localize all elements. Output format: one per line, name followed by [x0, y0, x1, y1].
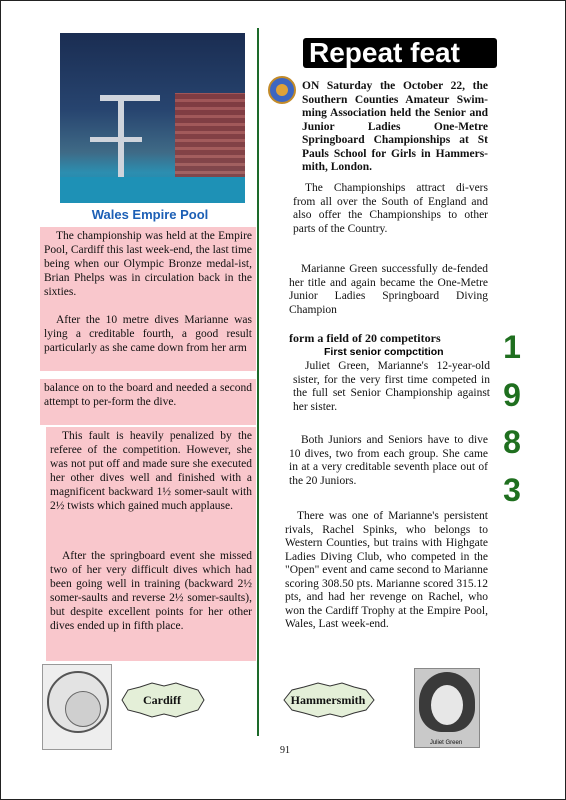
article-paragraph-4-text: Both Juniors and Seniors have to dive 10 dives, two from each group. She came in at a very creditable seventh place out of the 20 Juniors.: [289, 434, 488, 487]
left-paragraph-3: [40, 379, 256, 425]
left-paragraph-1: [40, 227, 256, 311]
overlay-caption: First senior compctition: [324, 346, 444, 358]
hammersmith-label: [280, 681, 376, 719]
cardiff-label: [114, 681, 210, 719]
article-paragraph-5: [285, 510, 488, 632]
photo-water: [60, 177, 245, 203]
article-paragraph-3: [293, 360, 490, 414]
left-paragraph-5-text: After the springboard event she missed two of her very difficult dives which had been going well in training (backward 2½ somer-saults and reverse 2½ somer-saults), but despite excellent points for her other dives ended up in fifth place.: [50, 550, 252, 632]
article-paragraph-2: [289, 263, 488, 317]
article-paragraph-5-text: There was one of Marianne's persistent rivals, Rachel Spinks, who belongs to Western Counties, but trains with Highgate Ladies Diving Club, who competed in the "Open" event and came second to Marianne scoring 308.50 pts. Marianne scored 315.12 pts, and had her revenge on Rachel, who won the Cardiff Trophy at the Empire Pool, Wales, Last week-end.: [285, 510, 488, 630]
article-title: Repeat feat: [303, 38, 497, 68]
photo-caption: Wales Empire Pool: [91, 207, 209, 222]
pool-photo: [60, 33, 245, 203]
photo-platform: [100, 95, 160, 101]
article-paragraph-4: [289, 434, 488, 488]
article-paragraph-1: [293, 182, 488, 236]
left-paragraph-2: [40, 311, 256, 371]
article-lead: [302, 80, 488, 175]
left-paragraph-2-text: After the 10 metre dives Marianne was lying a creditable fourth, a good result particularly as she came down from her arm: [44, 314, 252, 354]
seal-ring: [47, 671, 109, 733]
photo-platform-lower: [90, 137, 142, 142]
article-paragraph-2-text: Marianne Green successfully de-fended her title and again became the One-Metre Junior Ladies Springboard Diving Champion: [289, 263, 488, 316]
field-heading: form a field of 20 competitors: [289, 331, 441, 345]
association-seal: [42, 664, 112, 750]
left-paragraph-4: [46, 427, 256, 549]
badge-center: [276, 84, 288, 96]
left-paragraph-5: [46, 547, 256, 661]
left-paragraph-4-text: This fault is heavily penalized by the referee of the competition. However, she was not put off and made sure she executed her other dives well and finished with a magnificent backward 1½ somer-sault with 2½ twists which gained much applause.: [50, 430, 252, 512]
page-number: 91: [280, 745, 290, 756]
year-digit: 9: [503, 377, 521, 413]
year-digit: 8: [503, 424, 521, 460]
year-digit: 3: [503, 472, 521, 508]
article-paragraph-1-text: The Championships attract di-vers from all over the South of England and also offer the Championships to other parts of the Country.: [293, 182, 488, 235]
article-paragraph-3-text: Juliet Green, Marianne's 12-year-old sister, for the very first time competed in the full set Senior Championship against her sister.: [293, 360, 490, 413]
juliet-portrait: [414, 668, 480, 748]
left-paragraph-1-text: The championship was held at the Empire Pool, Cardiff this last week-end, the last time being when our Olympic Bronze medal-ist, Brian Phelps was in circulation back in the sixties.: [44, 230, 252, 298]
hammersmith-label-text: Hammersmith: [290, 692, 366, 707]
column-divider: [257, 28, 259, 736]
portrait-face: [431, 685, 463, 725]
cardiff-label-text: Cardiff: [143, 692, 181, 707]
portrait-caption: Juliet Green: [429, 740, 463, 746]
year-digit: 1: [503, 329, 521, 365]
seal-crest-icon: [65, 691, 101, 727]
article-lead-text: ON Saturday the October 22, the Southern Counties Amateur Swim-ming Association held the Senior and Junior Ladies One-Metre Springboard Championships at St Pauls School for Girls in Hammers-mith, London.: [302, 80, 488, 173]
left-paragraph-3-text: balance on to the board and needed a second attempt to per-form the dive.: [44, 382, 252, 408]
association-badge-icon: [268, 76, 296, 104]
